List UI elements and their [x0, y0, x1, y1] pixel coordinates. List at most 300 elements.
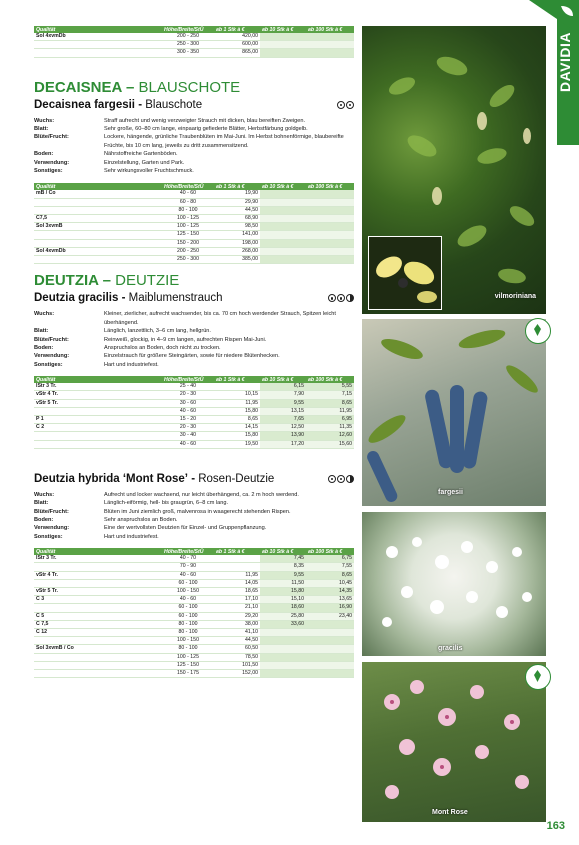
table-header	[34, 376, 354, 383]
size-cell: 100 - 125	[162, 653, 214, 661]
table-header	[34, 548, 354, 555]
price-100-cell: 13,65	[306, 596, 354, 604]
photo-decaisnea-fargesii	[362, 319, 546, 506]
table-row	[34, 563, 354, 571]
price-100-cell	[306, 629, 354, 637]
price-1-cell: 60,50	[214, 645, 260, 653]
description-key: Verwendung:	[34, 159, 70, 166]
price-100-cell	[306, 239, 354, 247]
inset-photo-flower	[368, 236, 442, 310]
quality-cell	[34, 661, 162, 669]
price-table-deutzia-gracilis	[34, 376, 354, 449]
quality-cell	[34, 407, 162, 415]
quality-cell: C 5	[34, 612, 162, 620]
quality-cell: vStr 5 Tr.	[34, 588, 162, 596]
price-100-cell: 15,60	[306, 440, 354, 448]
price-100-cell: 16,90	[306, 604, 354, 612]
quality-cell	[34, 239, 162, 247]
column-header: ab 100 Stk à €	[306, 183, 354, 190]
size-cell: 80 - 100	[162, 206, 214, 214]
species-title-decaisnea-fargesii: Decaisnea fargesii - Blauschote	[34, 99, 354, 111]
price-10-cell	[260, 206, 306, 214]
table-row	[34, 555, 354, 563]
sun-icon	[328, 475, 336, 483]
pods-illustration	[362, 319, 546, 506]
price-100-cell	[306, 247, 354, 255]
column-header: Höhe/Breite/StÜ	[162, 26, 214, 33]
seal-icon	[525, 664, 551, 690]
photo-deutzia-mont-rose	[362, 662, 546, 822]
table-row	[34, 223, 354, 231]
genus-heading-decaisnea: DECAISNEA – BLAUSCHOTE	[34, 78, 241, 96]
price-100-cell: 5,55	[306, 383, 354, 391]
size-cell: 70 - 90	[162, 563, 214, 571]
table-header	[34, 183, 354, 190]
table-row	[34, 579, 354, 587]
description-key: Blüte/Frucht:	[34, 508, 69, 515]
price-10-cell: 15,10	[260, 596, 306, 604]
white-blossoms-illustration	[362, 512, 546, 656]
price-100-cell: 7,55	[306, 563, 354, 571]
description-key: Blüte/Frucht:	[34, 336, 69, 343]
quality-cell: Sol 4xvmDb	[34, 247, 162, 255]
price-100-cell	[306, 653, 354, 661]
table-row	[34, 596, 354, 604]
quality-cell: vStr 4 Tr.	[34, 391, 162, 399]
size-cell: 80 - 100	[162, 645, 214, 653]
price-1-cell: 78,50	[214, 653, 260, 661]
price-100-cell	[306, 661, 354, 669]
quality-cell	[34, 440, 162, 448]
table-row	[34, 661, 354, 669]
price-10-cell	[260, 637, 306, 645]
size-cell: 15 - 20	[162, 415, 214, 423]
table-row	[34, 645, 354, 653]
size-cell: 200 - 250	[162, 33, 214, 41]
description-key: Verwendung:	[34, 525, 70, 532]
price-10-cell: 17,20	[260, 440, 306, 448]
price-10-cell: 8,35	[260, 563, 306, 571]
size-cell: 250 - 300	[162, 41, 214, 49]
quality-cell: mB / Co	[34, 190, 162, 198]
column-header: Qualität	[34, 548, 162, 555]
size-cell: 100 - 125	[162, 215, 214, 223]
description-value: Sehr wirkungsvoller Fruchtschmuck.	[104, 168, 194, 175]
description-key: Boden:	[34, 344, 54, 351]
price-10-cell	[260, 256, 306, 264]
description-value: Reinweiß, glockig, in 4–9 cm langen, aufrechten Rispen Mai-Juni.	[104, 336, 267, 343]
table-row	[34, 391, 354, 399]
price-10-cell	[260, 190, 306, 198]
light-symbols	[328, 475, 354, 483]
table-row	[34, 407, 354, 415]
quality-cell	[34, 198, 162, 206]
price-1-cell	[214, 555, 260, 563]
column-header: ab 1 Stk à €	[214, 376, 260, 383]
quality-cell: Sol 4xvmDb	[34, 33, 162, 41]
description-value: Hart und industriefest.	[104, 361, 159, 368]
column-header: Qualität	[34, 376, 162, 383]
price-10-cell	[260, 49, 306, 57]
price-1-cell	[214, 383, 260, 391]
size-cell: 20 - 30	[162, 424, 214, 432]
price-10-cell	[260, 231, 306, 239]
description-value: Straff aufrecht und wenig verzweigter Strauch mit dicken, blau bereiften Zweigen.	[104, 117, 306, 124]
column-header: ab 100 Stk à €	[306, 548, 354, 555]
price-table-davidia	[34, 26, 354, 58]
photo-caption: fargesii	[438, 489, 463, 496]
table-row	[34, 215, 354, 223]
price-100-cell: 10,45	[306, 579, 354, 587]
genus-heading-deutzia: DEUTZIA – DEUTZIE	[34, 272, 180, 290]
quality-cell	[34, 256, 162, 264]
price-100-cell	[306, 256, 354, 264]
size-cell: 40 - 60	[162, 571, 214, 579]
price-1-cell: 11,95	[214, 571, 260, 579]
size-cell: 60 - 100	[162, 612, 214, 620]
table-row	[34, 620, 354, 628]
price-1-cell: 68,90	[214, 215, 260, 223]
quality-cell	[34, 637, 162, 645]
description-value: Nährstoffreiche Gartenböden.	[104, 151, 178, 158]
price-100-cell: 12,60	[306, 432, 354, 440]
price-1-cell	[214, 563, 260, 571]
size-cell: 40 - 60	[162, 190, 214, 198]
column-header: ab 10 Stk à €	[260, 26, 306, 33]
price-10-cell	[260, 670, 306, 678]
price-10-cell: 7,65	[260, 415, 306, 423]
size-cell: 125 - 150	[162, 661, 214, 669]
price-1-cell: 11,95	[214, 399, 260, 407]
column-header: Höhe/Breite/StÜ	[162, 548, 214, 555]
pink-blossoms-illustration	[362, 662, 546, 822]
quality-cell	[34, 432, 162, 440]
size-cell: 20 - 30	[162, 391, 214, 399]
description-key: Sonstiges:	[34, 168, 63, 175]
price-100-cell	[306, 198, 354, 206]
sun-icon	[346, 101, 354, 109]
quality-cell: vStr 5 Tr.	[34, 399, 162, 407]
size-cell: 100 - 125	[162, 223, 214, 231]
price-1-cell: 15,80	[214, 407, 260, 415]
price-100-cell: 7,15	[306, 391, 354, 399]
price-10-cell	[260, 41, 306, 49]
price-table-decaisnea	[34, 183, 354, 264]
price-1-cell: 141,00	[214, 231, 260, 239]
price-1-cell: 19,90	[214, 190, 260, 198]
photo-caption: vilmoriniana	[494, 293, 536, 300]
photo-caption: gracilis	[438, 645, 463, 652]
quality-cell: C 3	[34, 596, 162, 604]
description-deutzia-hybrida	[34, 491, 354, 541]
column-header: Qualität	[34, 26, 162, 33]
price-1-cell: 98,50	[214, 223, 260, 231]
size-cell: 30 - 40	[162, 432, 214, 440]
price-100-cell	[306, 645, 354, 653]
table-row	[34, 383, 354, 391]
flower-illustration	[369, 237, 441, 309]
column-header: ab 1 Stk à €	[214, 26, 260, 33]
description-key: Wuchs:	[34, 117, 55, 124]
table-row	[34, 41, 354, 49]
description-value: Aufrecht und locker wachsend, nur leicht überhängend, ca. 2 m hoch werdend.	[104, 491, 299, 498]
table-row	[34, 231, 354, 239]
description-key: Blatt:	[34, 126, 49, 133]
table-row	[34, 206, 354, 214]
table-row	[34, 440, 354, 448]
price-1-cell: 29,20	[214, 612, 260, 620]
price-1-cell: 14,15	[214, 424, 260, 432]
price-10-cell: 7,90	[260, 391, 306, 399]
description-value: Hart und industriefest.	[104, 533, 159, 540]
quality-cell: lStr 3 Tr.	[34, 383, 162, 391]
description-key: Blüte/Frucht:	[34, 134, 69, 141]
size-cell: 150 - 175	[162, 670, 214, 678]
size-cell: 100 - 150	[162, 637, 214, 645]
column-header: ab 10 Stk à €	[260, 548, 306, 555]
price-1-cell: 44,50	[214, 206, 260, 214]
description-key: Boden:	[34, 151, 54, 158]
description-value: Eine der wertvollsten Deutzien für Einzel- und Gruppenpflanzung.	[104, 525, 267, 532]
price-10-cell: 18,60	[260, 604, 306, 612]
table-row	[34, 424, 354, 432]
price-100-cell: 14,35	[306, 588, 354, 596]
description-value: Sehr große, 60–80 cm lange, einpaarig gefiederte Blätter, Herbstfärbung goldgelb.	[104, 126, 308, 133]
description-decaisnea	[34, 117, 354, 176]
size-cell: 300 - 350	[162, 49, 214, 57]
table-row	[34, 612, 354, 620]
column-header: ab 10 Stk à €	[260, 376, 306, 383]
light-symbols	[328, 294, 354, 302]
price-10-cell: 7,45	[260, 555, 306, 563]
price-100-cell: 8,65	[306, 571, 354, 579]
price-100-cell	[306, 637, 354, 645]
price-1-cell: 14,05	[214, 579, 260, 587]
description-value: Einzelstellung, Garten und Park.	[104, 159, 185, 166]
price-1-cell: 268,00	[214, 247, 260, 255]
quality-cell: Sol 3xvmB / Co	[34, 645, 162, 653]
price-1-cell: 8,65	[214, 415, 260, 423]
quality-cell: Sol 3xvmB	[34, 223, 162, 231]
price-10-cell	[260, 215, 306, 223]
price-1-cell: 21,10	[214, 604, 260, 612]
table-header	[34, 26, 354, 33]
quality-cell: lStr 3 Tr.	[34, 555, 162, 563]
table-row	[34, 247, 354, 255]
description-key: Sonstiges:	[34, 533, 63, 540]
size-cell: 40 - 60	[162, 407, 214, 415]
table-row	[34, 588, 354, 596]
size-cell: 25 - 40	[162, 383, 214, 391]
size-cell: 150 - 200	[162, 239, 214, 247]
table-row	[34, 33, 354, 41]
price-1-cell: 101,50	[214, 661, 260, 669]
table-row	[34, 198, 354, 206]
price-100-cell	[306, 223, 354, 231]
table-row	[34, 571, 354, 579]
price-10-cell: 6,15	[260, 383, 306, 391]
table-row	[34, 399, 354, 407]
price-10-cell	[260, 645, 306, 653]
price-10-cell	[260, 239, 306, 247]
quality-cell	[34, 41, 162, 49]
size-cell: 125 - 150	[162, 231, 214, 239]
photo-caption: Mont Rose	[432, 809, 468, 816]
price-100-cell	[306, 33, 354, 41]
price-100-cell	[306, 620, 354, 628]
table-row	[34, 415, 354, 423]
price-100-cell: 6,75	[306, 555, 354, 563]
price-1-cell: 38,00	[214, 620, 260, 628]
table-row	[34, 49, 354, 57]
table-row	[34, 190, 354, 198]
size-cell: 250 - 300	[162, 256, 214, 264]
price-100-cell	[306, 231, 354, 239]
column-header: ab 100 Stk à €	[306, 376, 354, 383]
description-value: Länglich, lanzettlich, 3–6 cm lang, hellgrün.	[104, 328, 211, 335]
column-header: ab 1 Stk à €	[214, 548, 260, 555]
column-header: ab 100 Stk à €	[306, 26, 354, 33]
table-row	[34, 670, 354, 678]
description-key: Wuchs:	[34, 311, 55, 318]
table-row	[34, 604, 354, 612]
price-1-cell: 41,10	[214, 629, 260, 637]
description-value: Anspruchslos an Boden, doch nicht zu trocken.	[104, 344, 221, 351]
price-10-cell	[260, 629, 306, 637]
quality-cell: vStr 4 Tr.	[34, 571, 162, 579]
price-10-cell	[260, 247, 306, 255]
description-value: Kleiner, zierlicher, aufrecht wachsender, bis ca. 70 cm hoch werdender Strauch, Spitzen leicht überhängend.	[104, 311, 336, 326]
species-title-deutzia-hybrida: Deutzia hybrida ‘Mont Rose’ - Rosen-Deutzie	[34, 473, 354, 485]
description-value: Lockere, hängende, grünliche Traubenblüten im Mai-Juni. Im Herbst bohnenförmige, blaubereifte Früchte, bis 10 cm lang, jeweils zu dritt zusammensitzend.	[104, 134, 344, 149]
quality-cell: C 2	[34, 424, 162, 432]
price-10-cell: 15,80	[260, 588, 306, 596]
price-1-cell: 29,90	[214, 198, 260, 206]
size-cell: 80 - 100	[162, 629, 214, 637]
quality-cell: P 1	[34, 415, 162, 423]
description-key: Blatt:	[34, 328, 49, 335]
column-header: ab 10 Stk à €	[260, 183, 306, 190]
size-cell: 80 - 100	[162, 620, 214, 628]
table-row	[34, 432, 354, 440]
price-1-cell: 385,00	[214, 256, 260, 264]
quality-cell	[34, 231, 162, 239]
description-key: Verwendung:	[34, 353, 70, 360]
quality-cell	[34, 206, 162, 214]
size-cell: 30 - 60	[162, 399, 214, 407]
price-100-cell: 8,65	[306, 399, 354, 407]
light-symbols	[337, 101, 354, 109]
quality-cell: C 12	[34, 629, 162, 637]
quality-cell: C7,5	[34, 215, 162, 223]
price-10-cell	[260, 223, 306, 231]
description-value: Blüten im Juni ziemlich groß, malvenrosa in waagerecht stehenden Rispen.	[104, 508, 291, 515]
price-100-cell	[306, 49, 354, 57]
price-100-cell	[306, 215, 354, 223]
quality-cell	[34, 49, 162, 57]
section-tab-label: DAVIDIA	[557, 32, 573, 93]
price-10-cell: 11,50	[260, 579, 306, 587]
description-key: Boden:	[34, 516, 54, 523]
price-100-cell: 11,95	[306, 407, 354, 415]
price-1-cell: 152,00	[214, 670, 260, 678]
size-cell: 200 - 250	[162, 247, 214, 255]
price-10-cell: 13,15	[260, 407, 306, 415]
price-10-cell: 25,80	[260, 612, 306, 620]
photo-deutzia-gracilis	[362, 512, 546, 656]
table-row	[34, 653, 354, 661]
size-cell: 100 - 150	[162, 588, 214, 596]
half-shade-icon	[346, 294, 354, 302]
price-1-cell: 420,00	[214, 33, 260, 41]
price-1-cell: 18,65	[214, 588, 260, 596]
price-100-cell	[306, 670, 354, 678]
table-row	[34, 239, 354, 247]
price-table-deutzia-hybrida	[34, 548, 354, 678]
photo-davidia-vilmoriniana	[362, 26, 546, 314]
price-1-cell: 10,15	[214, 391, 260, 399]
price-10-cell: 9,55	[260, 399, 306, 407]
price-10-cell	[260, 33, 306, 41]
price-1-cell: 19,50	[214, 440, 260, 448]
price-100-cell: 6,95	[306, 415, 354, 423]
price-1-cell: 44,50	[214, 637, 260, 645]
price-100-cell	[306, 190, 354, 198]
catalog-column	[34, 26, 354, 678]
column-header: Qualität	[34, 183, 162, 190]
column-header: Höhe/Breite/StÜ	[162, 183, 214, 190]
price-1-cell: 600,00	[214, 41, 260, 49]
price-100-cell	[306, 41, 354, 49]
price-10-cell: 9,55	[260, 571, 306, 579]
size-cell: 40 - 60	[162, 440, 214, 448]
size-cell: 40 - 70	[162, 555, 214, 563]
side-tab-strip	[551, 0, 579, 845]
description-value: Länglich-eiförmig, hell- bis graugrün, 6–8 cm lang.	[104, 500, 229, 507]
page-number: 163	[546, 820, 565, 832]
description-key: Blatt:	[34, 500, 49, 507]
price-100-cell	[306, 206, 354, 214]
table-row	[34, 256, 354, 264]
quality-cell	[34, 563, 162, 571]
size-cell: 60 - 100	[162, 579, 214, 587]
quality-cell	[34, 670, 162, 678]
price-1-cell: 17,10	[214, 596, 260, 604]
price-100-cell: 23,40	[306, 612, 354, 620]
size-cell: 60 - 100	[162, 604, 214, 612]
species-title-deutzia-gracilis: Deutzia gracilis - Maiblumenstrauch	[34, 292, 354, 304]
table-row	[34, 637, 354, 645]
price-1-cell: 865,00	[214, 49, 260, 57]
description-value: Sehr anspruchslos an Boden.	[104, 516, 178, 523]
description-deutzia-gracilis	[34, 310, 354, 369]
price-10-cell	[260, 661, 306, 669]
price-1-cell: 198,00	[214, 239, 260, 247]
size-cell: 40 - 60	[162, 596, 214, 604]
quality-cell	[34, 579, 162, 587]
price-10-cell	[260, 653, 306, 661]
price-100-cell: 11,35	[306, 424, 354, 432]
quality-cell	[34, 653, 162, 661]
sun-icon	[328, 294, 336, 302]
half-shade-icon	[346, 475, 354, 483]
sun-icon	[337, 475, 345, 483]
price-10-cell: 33,60	[260, 620, 306, 628]
table-row	[34, 629, 354, 637]
price-10-cell: 12,50	[260, 424, 306, 432]
column-header: ab 1 Stk à €	[214, 183, 260, 190]
description-key: Sonstiges:	[34, 361, 63, 368]
